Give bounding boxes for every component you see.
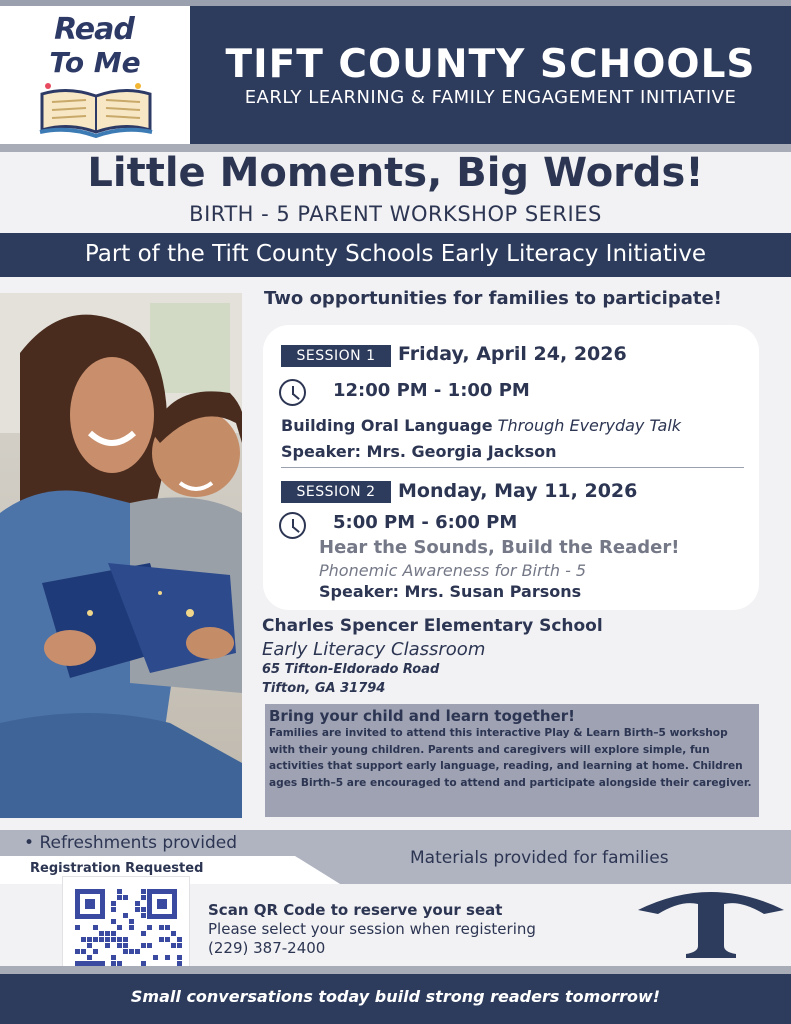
qr-module	[99, 937, 104, 942]
qr-module	[165, 955, 170, 960]
info-body: Families are invited to attend this interactive Play & Learn Birth–5 workshop with their young children. Parents and caregivers will explore simple, fun activities that support early language, reading, and learning at home. Children ages Birth–5 are encouraged to attend and participate alongside their caregiver.	[269, 727, 752, 789]
qr-module	[117, 925, 122, 930]
qr-module	[147, 925, 152, 930]
opportunities-heading: Two opportunities for families to participate!	[264, 288, 722, 309]
session-2-subtopic: Phonemic Awareness for Birth - 5	[319, 561, 587, 580]
qr-module	[129, 949, 134, 954]
info-title: Bring your child and learn together!	[269, 707, 575, 725]
logo-line-2: To Me	[49, 46, 141, 79]
qr-module	[135, 901, 140, 906]
qr-module	[141, 907, 146, 912]
qr-module	[123, 949, 128, 954]
qr-module	[87, 955, 92, 960]
qr-module	[111, 931, 116, 936]
registration-label: Registration Requested	[30, 861, 204, 876]
session-divider	[281, 467, 744, 468]
qr-module	[177, 955, 182, 960]
qr-module	[117, 889, 122, 894]
qr-module	[87, 937, 92, 942]
qr-module	[129, 925, 134, 930]
session-2-speaker: Speaker: Mrs. Susan Parsons	[319, 582, 582, 601]
qr-module	[111, 907, 116, 912]
session-select-note: Please select your session when registering	[208, 920, 536, 938]
refreshments-text: Refreshments provided	[39, 833, 237, 853]
qr-module	[117, 937, 122, 942]
clock-icon	[279, 379, 306, 406]
qr-module	[111, 955, 116, 960]
qr-module	[117, 895, 122, 900]
qr-module	[123, 913, 128, 918]
qr-module	[141, 895, 146, 900]
qr-module	[105, 943, 110, 948]
qr-module	[129, 919, 134, 924]
qr-module	[93, 937, 98, 942]
session-1-topic	[281, 416, 681, 435]
scan-instruction: Scan QR Code to reserve your seat	[208, 901, 503, 919]
logo-line-1: Read	[54, 12, 134, 47]
address-line-2: Tifton, GA 31794	[262, 681, 386, 696]
qr-module	[75, 925, 80, 930]
refreshments-item: • Refreshments provided	[24, 833, 237, 853]
qr-module	[141, 931, 146, 936]
qr-module	[159, 925, 164, 930]
phone-number[interactable]: (229) 387-2400	[208, 939, 326, 957]
session-2-topic: Hear the Sounds, Build the Reader!	[319, 537, 680, 558]
clock-icon	[279, 512, 306, 539]
book-logo-icon	[38, 82, 154, 138]
qr-module	[111, 901, 116, 906]
qr-module	[117, 943, 122, 948]
qr-module	[81, 949, 86, 954]
classroom-name: Early Literacy Classroom	[262, 639, 486, 660]
initiative-text: Part of the Tift County Schools Early Literacy Initiative	[84, 241, 707, 267]
mother-child-reading-photo	[0, 293, 242, 818]
qr-module	[81, 937, 86, 942]
qr-module	[99, 931, 104, 936]
qr-module	[123, 937, 128, 942]
org-subtitle: EARLY LEARNING & FAMILY ENGAGEMENT INITIATIVE	[244, 87, 737, 108]
footer-tagline: Small conversations today build strong readers tomorrow!	[130, 987, 661, 1006]
qr-module	[111, 937, 116, 942]
qr-module	[147, 943, 152, 948]
org-title: TIFT COUNTY SCHOOLS	[225, 42, 756, 87]
session-2-date: Monday, May 11, 2026	[398, 480, 638, 502]
qr-module	[141, 889, 146, 894]
qr-module	[171, 931, 176, 936]
main-title: Little Moments, Big Words!	[87, 150, 704, 196]
qr-module	[135, 907, 140, 912]
qr-module	[177, 937, 182, 942]
qr-module	[93, 949, 98, 954]
info-box	[265, 704, 759, 817]
qr-module	[141, 943, 146, 948]
school-name: Charles Spencer Elementary School	[262, 616, 603, 636]
qr-module	[87, 943, 92, 948]
session-2-badge: SESSION 2	[281, 481, 391, 503]
qr-module	[165, 925, 170, 930]
footer-divider	[0, 966, 791, 974]
qr-module	[105, 931, 110, 936]
t-logo	[636, 880, 786, 960]
qr-module	[111, 919, 116, 924]
session-1-topic-bold: Building Oral Language	[281, 416, 493, 435]
qr-module	[105, 937, 110, 942]
session-1-time: 12:00 PM - 1:00 PM	[333, 380, 530, 401]
session-1-date: Friday, April 24, 2026	[398, 343, 627, 365]
qr-module	[159, 937, 164, 942]
qr-module	[75, 949, 80, 954]
qr-module	[93, 925, 98, 930]
qr-module	[153, 955, 158, 960]
qr-module	[123, 943, 128, 948]
session-1-badge: SESSION 1	[281, 345, 391, 367]
qr-module	[165, 937, 170, 942]
address-line-1: 65 Tifton-Eldorado Road	[262, 662, 440, 677]
qr-module	[177, 943, 182, 948]
qr-module	[171, 943, 176, 948]
session-1-topic-italic: Through Everyday Talk	[497, 416, 682, 435]
session-2-time: 5:00 PM - 6:00 PM	[333, 512, 518, 533]
series-title: BIRTH - 5 PARENT WORKSHOP SERIES	[189, 202, 602, 226]
materials-text: Materials provided for families	[410, 848, 669, 868]
qr-module	[123, 895, 128, 900]
session-1-speaker: Speaker: Mrs. Georgia Jackson	[281, 442, 557, 461]
qr-module	[141, 913, 146, 918]
qr-module	[135, 949, 140, 954]
